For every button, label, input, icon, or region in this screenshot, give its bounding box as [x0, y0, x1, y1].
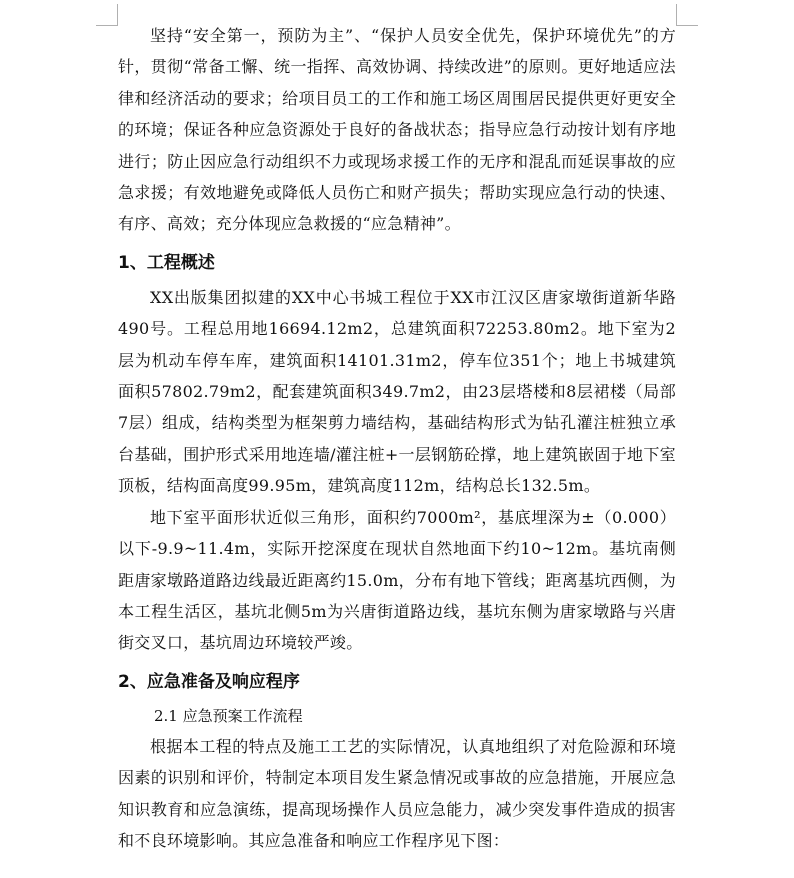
section-1-paragraph-1: XX出版集团拟建的XX中心书城工程位于XX市江汉区唐家墩街道新华路490号。工程总用地16694.12m2，总建筑面积72253.80m2。地下室为2层为机动车停车库，建筑面积14101.31m2，停车位351个；地上书城建筑面积57802.79m2，配套建筑面积349.7m2，由23层塔楼和8层裙楼（局部7层）组成，结构类型为框架剪力墙结构，基础结构形式为钻孔灌注桩独立承台基础，围护形式采用地连墙/灌注桩+一层钢筋砼撑，地上建筑嵌固于地下室顶板，结构面高度99.95m，建筑高度112m，结构总长132.5m。	[118, 287, 676, 496]
section-2-paragraph-1: 根据本工程的特点及施工工艺的实际情况，认真地组织了对危险源和环境因素的识别和评价，特制定本项目发生紧急情况或事故的应急措施，开展应急知识教育和应急演练，提高现场操作人员应急能力，减少突发事件造成的损害和不良环境影响。其应急准备和响应工作程序见下图：	[118, 736, 676, 850]
crop-mark-right-horizontal	[676, 25, 698, 26]
intro-paragraph: 坚持“安全第一，预防为主”、“保护人员安全优先，保护环境优先”的方针，贯彻“常备工懈、统一指挥、高效协调、持续改进”的原则。更好地适应法律和经济活动的要求；给项目员工的工作和施工场区周围居民提供更好更安全的环境；保证各种应急资源处于良好的备战状态；指导应急行动按计划有序地进行；防止因应急行动组织不力或现场求援工作的无序和混乱而延误事故的应急求援；有效地避免或降低人员伤亡和财产损失；帮助实现应急行动的快速、有序、高效；充分体现应急救援的“应急精神”。	[118, 26, 676, 234]
crop-mark-left-horizontal	[96, 25, 118, 26]
section-2-1-subheading: 2.1 应急预案工作流程	[154, 706, 303, 725]
crop-mark-right-vertical	[676, 4, 677, 26]
document-page	[118, 20, 676, 856]
section-1-heading: 1、工程概述	[118, 252, 215, 273]
section-1-paragraph-2: 地下室平面形状近似三角形，面积约7000m²，基底埋深为±（0.000）以下-9.9~11.4m，实际开挖深度在现状自然地面下约10~12m。基坑南侧距唐家墩路道路边线最近距离约15.0m，分布有地下管线；距离基坑西侧，为本工程生活区，基坑北侧5m为兴唐街道路边线，基坑东侧为唐家墩路与兴唐街交叉口，基坑周边环境较严竣。	[118, 507, 676, 653]
section-2-heading: 2、应急准备及响应程序	[118, 671, 300, 692]
